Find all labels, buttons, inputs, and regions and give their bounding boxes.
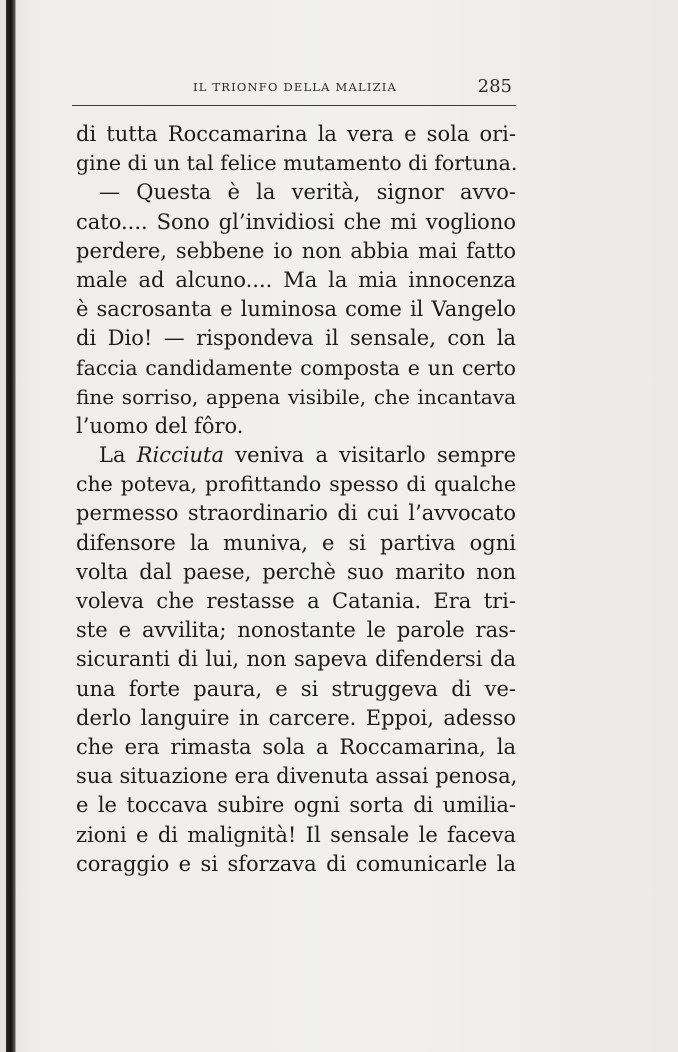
text-line: perdere, sebbene io non abbia mai fatto — [76, 238, 516, 263]
text-line: La Ricciuta veniva a visitarlo sempre — [99, 443, 516, 468]
text-line: voleva che restasse a Catania. Era tri- — [76, 589, 516, 613]
running-title: IL TRIONFO DELLA MALIZIA — [193, 80, 398, 94]
text-line: cato.... Sono gl’invidiosi che mi vogliono — [76, 209, 516, 234]
text-line: sua situazione era divenuta assai penosa, — [76, 764, 518, 789]
text-line: volta dal paese, perchè suo marito non — [76, 559, 516, 584]
text-line: che era rimasta sola a Roccamarina, la — [76, 734, 516, 759]
text-line: fine sorriso, appena visibile, che incantava — [76, 384, 516, 409]
running-head — [76, 76, 516, 100]
text-line: sicuranti di lui, non sapeva difendersi da — [76, 647, 516, 672]
text-line: male ad alcuno.... Ma la mia innocenza — [76, 267, 516, 292]
text-line: è sacrosanta e luminosa come il Vangelo — [76, 297, 516, 322]
text-line: di Dio! — rispondeva il sensale, con la — [76, 326, 516, 351]
text-line: una forte paura, e si struggeva di ve- — [76, 676, 516, 701]
text-line: che poteva, profittando spesso di qualche — [76, 472, 516, 497]
page-number: 285 — [477, 76, 512, 97]
header-rule — [72, 105, 516, 106]
text-line: e le toccava subire ogni sorta di umilia- — [76, 793, 516, 818]
text-line: permesso straordinario di cui l’avvocato — [76, 501, 516, 526]
text-line: gine di un tal felice mutamento di fortuna. — [76, 151, 518, 176]
text-line: coraggio e si sforzava di comunicarle la — [76, 851, 516, 876]
text-line: di tutta Roccamarina la vera e sola ori- — [76, 122, 516, 146]
text-line: faccia candidamente composta e un certo — [76, 355, 516, 380]
text-line: derlo languire in carcere. Eppoi, adesso — [76, 705, 516, 730]
text-line: zioni e di malignità! Il sensale le faceva — [76, 822, 516, 847]
book-spine-shadow — [6, 0, 16, 1052]
text-line: l’uomo del fôro. — [76, 413, 244, 438]
body-text — [76, 120, 516, 879]
text-line: difensore la muniva, e si partiva ogni — [76, 530, 516, 555]
text-line: — Questa è la verità, signor avvo- — [99, 180, 516, 205]
italic-name: Ricciuta — [136, 443, 225, 468]
text-line: ste e avvilita; nonostante le parole ras- — [76, 618, 516, 643]
